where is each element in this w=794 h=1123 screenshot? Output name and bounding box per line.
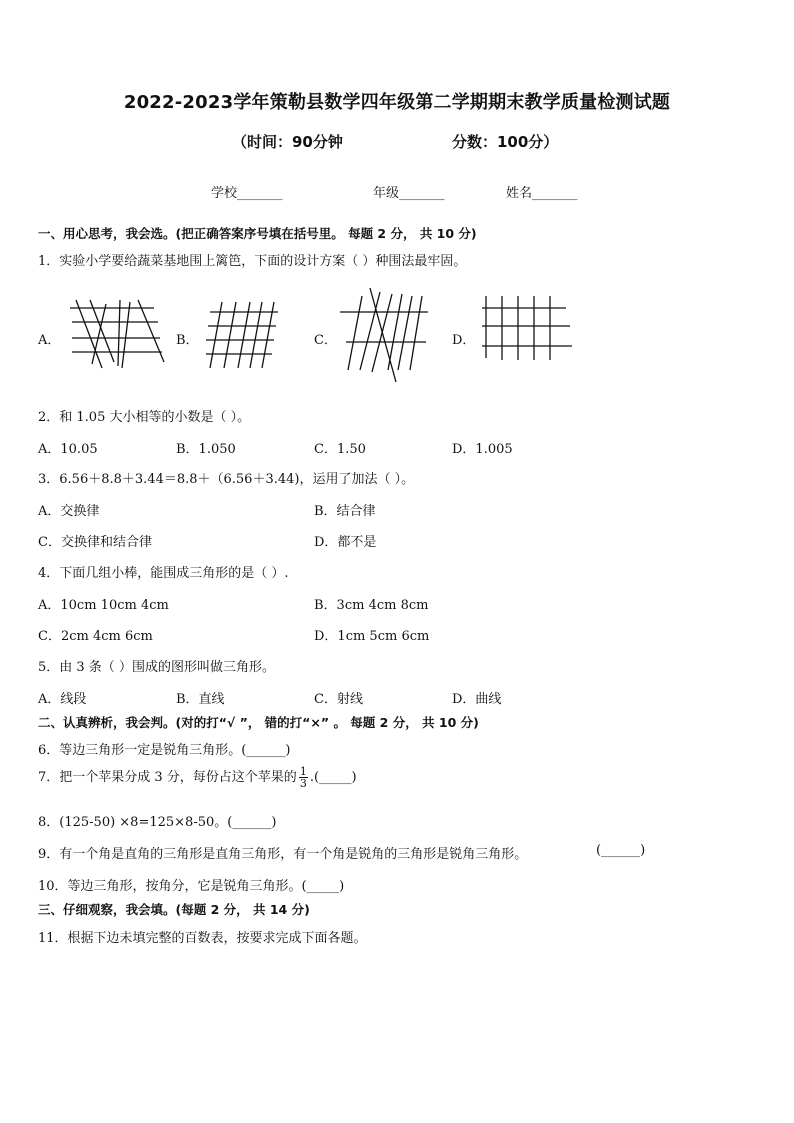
q5-option-c: C．射线 [314,692,363,707]
q1-label-c: C． [314,333,337,348]
question-9: 9．有一个角是直角的三角形是直角三角形，有一个角是锐角的三角形是锐角三角形。 [38,847,528,862]
name-field: 姓名_______ [506,186,578,201]
question-4: 4．下面几组小棒，能围成三角形的是（ ）. [38,566,289,581]
q4-option-b: B．3cm 4cm 8cm [314,598,429,613]
fence-figure-c [336,286,436,386]
fence-figure-d [480,292,576,372]
question-1: 1．实验小学要给蔬菜基地围上篱笆，下面的设计方案（ ）种围法最牢固。 [38,254,467,269]
q1-label-d: D． [452,333,476,348]
q5-option-a: A．线段 [38,692,87,707]
section-2-heading: 二、认真辨析，我会判。(对的打“√ ”， 错的打“×” 。 每题 2 分， 共 10 分) [38,715,479,730]
question-3: 3．6.56＋8.8＋3.44＝8.8＋（6.56＋3.44)，运用了加法（ ）。 [38,472,415,487]
q5-option-d: D．曲线 [452,692,502,707]
q2-option-b: B．1.050 [176,442,236,457]
q2-option-d: D．1.005 [452,442,513,457]
q1-label-b: B． [176,333,199,348]
q4-option-d: D．1cm 5cm 6cm [314,629,430,644]
fraction-denominator: 3 [299,777,307,790]
grade-field: 年级_______ [373,186,445,201]
q2-option-c: C．1.50 [314,442,366,457]
section-1-heading: 一、用心思考，我会选。(把正确答案序号填在括号里。 每题 2 分， 共 10 分) [38,226,477,241]
q9-answer-blank: (______) [596,843,646,858]
section-3-heading: 三、仔细观察，我会填。(每题 2 分， 共 14 分) [38,902,310,917]
q7-text-after: .(_____) [309,770,357,785]
q3-option-d: D．都不是 [314,535,377,550]
q4-option-a: A．10cm 10cm 4cm [38,598,169,613]
q1-label-a: A． [38,333,61,348]
question-10: 10．等边三角形，按角分，它是锐角三角形。(_____) [38,879,345,894]
fence-figure-a [62,296,172,376]
q3-option-b: B．结合律 [314,504,376,519]
fraction-one-third [299,766,308,789]
school-field: 学校_______ [211,186,283,201]
question-11: 11．根据下边未填完整的百数表，按要求完成下面各题。 [38,931,367,946]
exam-time: （时间：90分钟 [232,133,343,151]
q7-text-before: 7．把一个苹果分成 3 分，每份占这个苹果的 [38,770,297,785]
q4-option-c: C．2cm 4cm 6cm [38,629,153,644]
question-5: 5．由 3 条（ ）围成的图形叫做三角形。 [38,660,275,675]
q2-option-a: A．10.05 [38,442,98,457]
fraction-numerator: 1 [299,765,307,778]
q3-option-c: C．交换律和结合律 [38,535,152,550]
q5-option-b: B．直线 [176,692,225,707]
fence-figure-b [200,298,290,378]
q3-option-a: A．交换律 [38,504,100,519]
exam-title: 2022-2023学年策勒县数学四年级第二学期期末教学质量检测试题 [123,92,671,113]
question-7 [38,766,357,789]
question-2: 2．和 1.05 大小相等的小数是（ ）。 [38,410,251,425]
question-8: 8．(125-50) ×8=125×8-50。(______) [38,815,277,830]
exam-score: 分数：100分） [452,133,559,151]
question-6: 6．等边三角形一定是锐角三角形。(______) [38,743,291,758]
